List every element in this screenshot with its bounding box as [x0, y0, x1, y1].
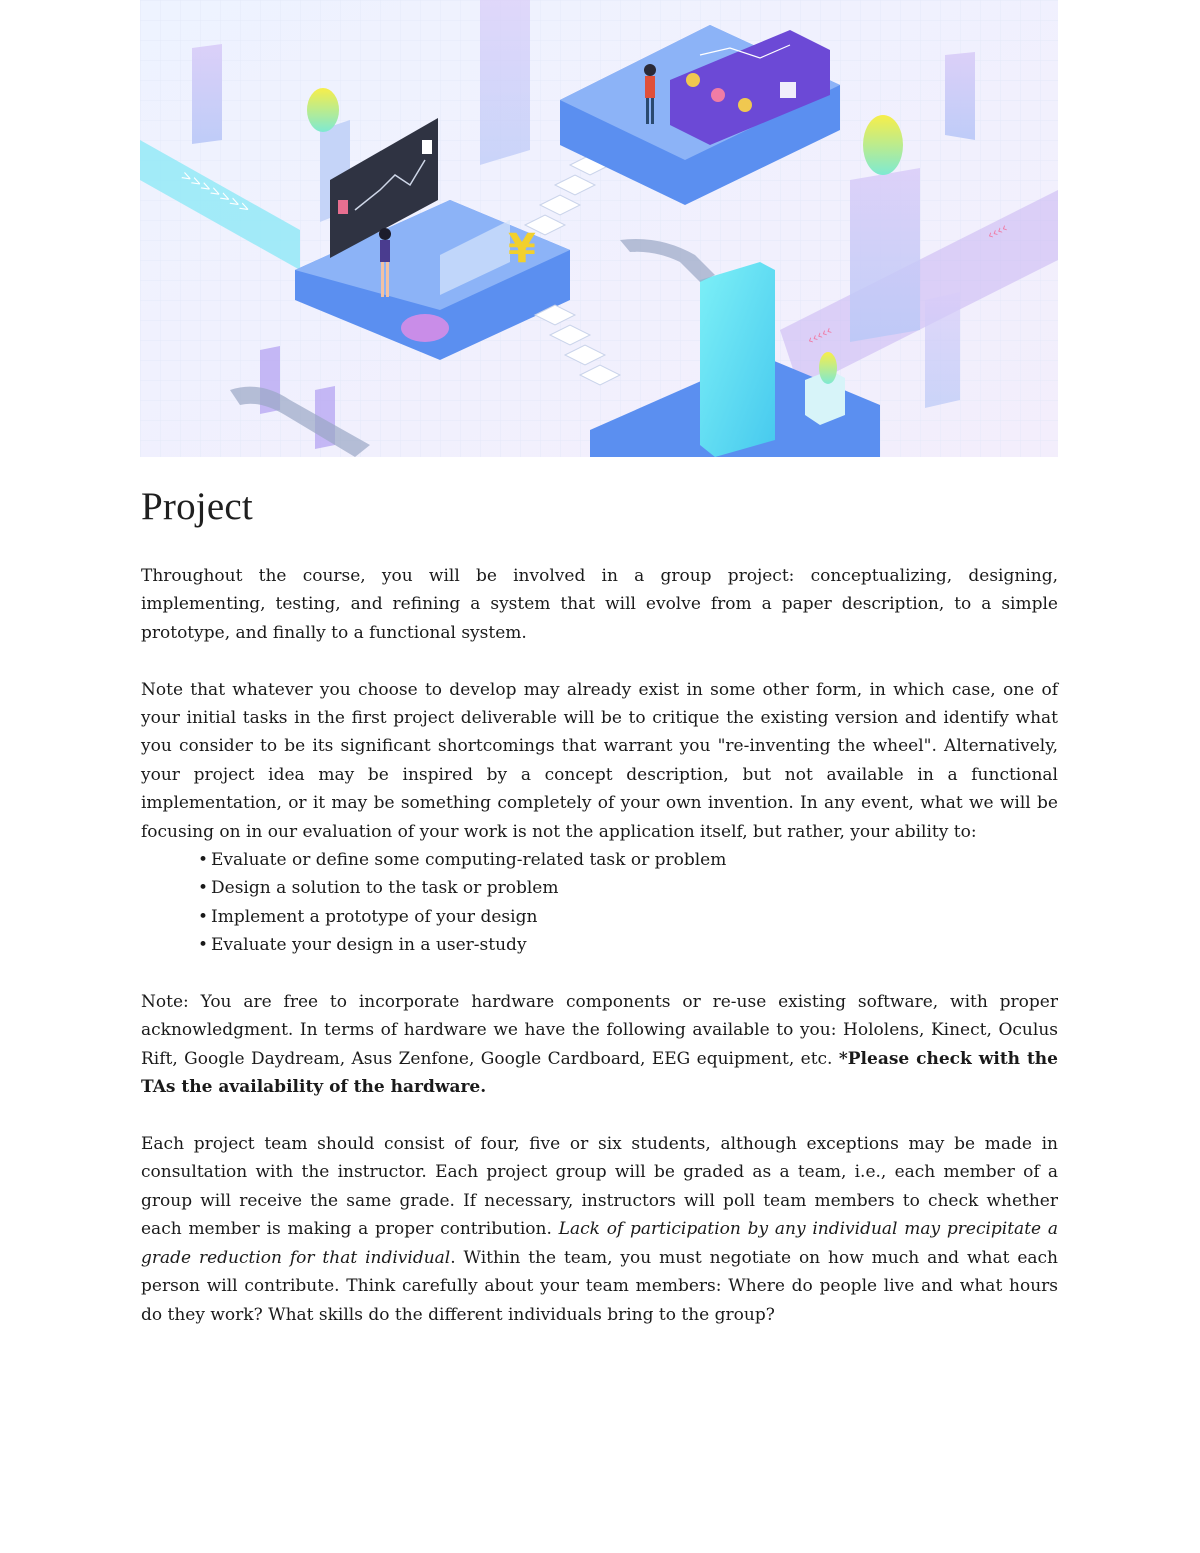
document-body: [141, 562, 1058, 1329]
pillar: [192, 44, 222, 144]
hero-illustration: [140, 0, 1058, 457]
svg-text:‹‹‹‹‹: ‹‹‹‹‹: [805, 323, 835, 349]
list-item: • Implement a prototype of your design: [211, 903, 1058, 931]
isometric-illustration: [140, 0, 1058, 457]
svg-text:‹‹‹‹: ‹‹‹‹: [985, 220, 1011, 244]
intro-paragraph: Throughout the course, you will be involved in a group project: conceptualizing, designing, implementing, testing, and refining a system that will evolve from a paper description, to a simple prototype, and finally to a functional system.: [141, 566, 1058, 643]
page-title: Project: [141, 485, 253, 528]
list-item: • Evaluate or define some computing-related task or problem: [211, 846, 1058, 874]
team-paragraph: [141, 1130, 1058, 1329]
cyan-block: [700, 262, 775, 457]
hardware-paragraph: [141, 988, 1058, 1102]
svg-text:>>>>>>>: >>>>>>>: [178, 168, 253, 218]
hardware-text: Note: You are free to incorporate hardware components or re-use existing software, with proper acknowledgment. In terms of hardware we have the following available to you: Hololens, Kinect, Oculus Rift, Google Daydream, Asus Zenfone, Google Cardboard, EEG equipment, etc.: [141, 992, 1058, 1069]
team-text: Each project team should consist of four, five or six students, although exceptions may be made in consultation with the instructor. Each project group will be graded as a team, i.e., each member of a group will receive the same grade. If necessary, instructors will poll team members to check whether each member is making a proper contribution.: [141, 1134, 1058, 1240]
cloud-icon: [401, 314, 449, 342]
list-item: • Evaluate your design in a user-study: [211, 931, 1058, 959]
participation-warning: Lack of participation by any individual may precipitate a grade reduction for that individual: [141, 1219, 1058, 1268]
abilities-list: [141, 846, 1058, 960]
yen-icon: ¥: [508, 226, 536, 272]
yellow-glow-right: [863, 115, 903, 175]
team-text-continued: . Within the team, you must negotiate on how much and what each person will contribute. Think carefully about your team members: Where do people live and what hours do they work? What skills do the different individuals bring to the group?: [141, 1247, 1058, 1325]
yellow-glow-left: [307, 88, 339, 132]
note-paragraph: Note that whatever you choose to develop may already exist in some other form, in which case, one of your initial tasks in the first project deliverable will be to critique the existing version and identify what you consider to be its significant shortcomings that warrant you "re-inventing the wheel". Alternatively, your project idea may be inspired by a concept description, but not available in a functional implementation, or it may be something completely of your own invention. In any event, what we will be focusing on in our evaluation of your work is not the application itself, but rather, your ability to:: [141, 679, 1058, 842]
list-item: • Design a solution to the task or problem: [211, 874, 1058, 902]
hardware-availability-warning: *Please check with the TAs the availability of the hardware.: [141, 1048, 1058, 1098]
